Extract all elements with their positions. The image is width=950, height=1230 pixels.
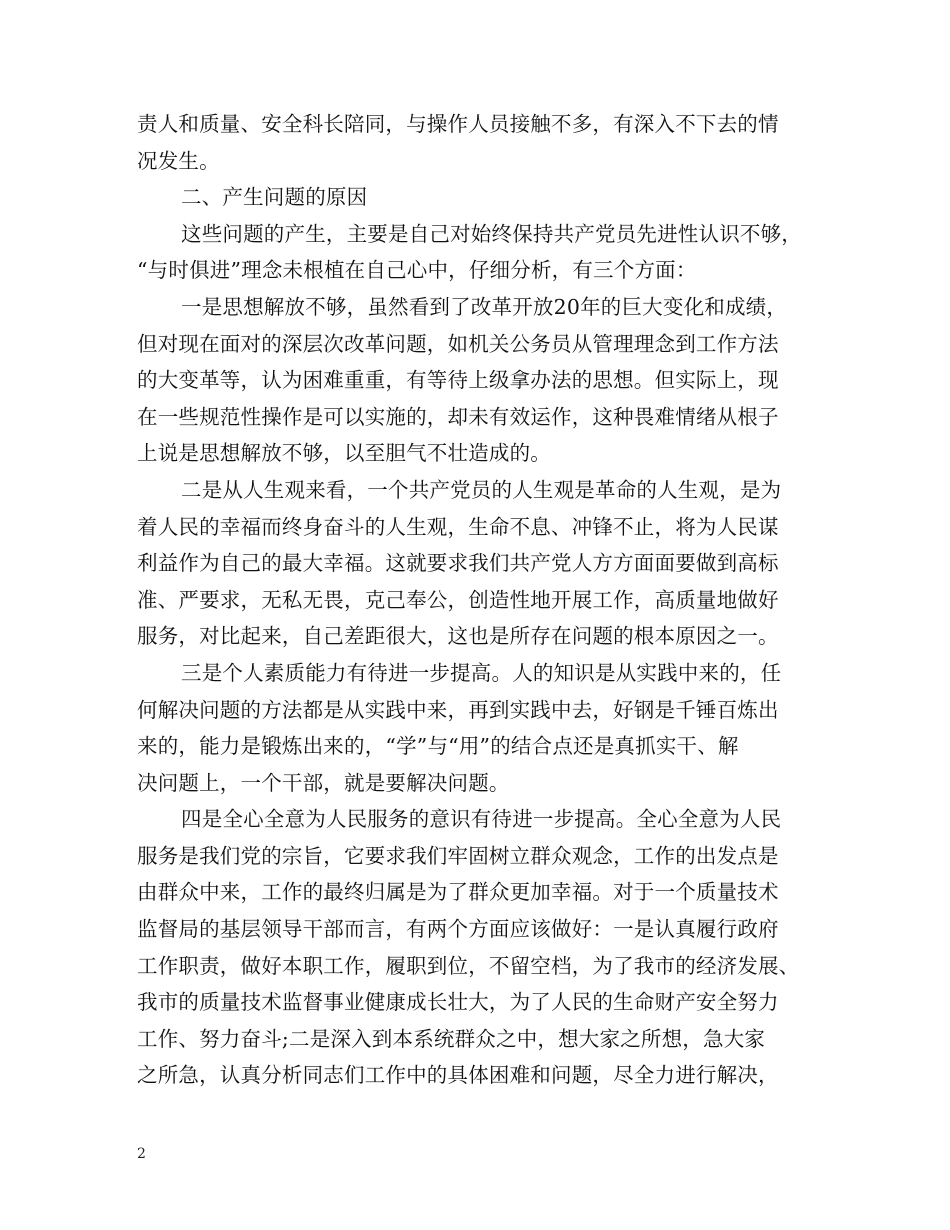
- text-line: 这些问题的产生，主要是自己对始终保持共产党员先进性认识不够，: [181, 221, 802, 246]
- text-line: 但对现在面对的深层次改革问题，如机关公务员从管理理念到工作方法: [137, 331, 779, 356]
- text-line: 在一些规范性操作是可以实施的，却未有效运作，这种畏难情绪从根子: [137, 404, 779, 429]
- text-line: 着人民的幸福而终身奋斗的人生观，生命不息、冲锋不止，将为人民谋: [137, 514, 779, 539]
- text-line: 责人和质量、安全科长陪同，与操作人员接触不多，有深入不下去的情: [137, 112, 779, 136]
- text-line: 四是全心全意为人民服务的意识有待进一步提高。全心全意为人民: [181, 807, 782, 832]
- text-line: 服务，对比起来，自己差距很大，这也是所存在问题的根本原因之一。: [137, 624, 779, 649]
- text-line: 二是从人生观来看，一个共产党员的人生观是革命的人生观，是为: [181, 477, 782, 502]
- text-line: 二、产生问题的原因: [181, 185, 368, 210]
- text-line: 监督局的基层领导干部而言，有两个方面应该做好：一是认真履行政府: [137, 917, 779, 942]
- text-line: 来的，能力是锻炼出来的，“学”与“用”的结合点还是真抓实干、解: [137, 734, 739, 759]
- text-line: “与时俱进”理念未根植在自己心中，仔细分析，有三个方面：: [137, 258, 697, 283]
- text-line: 工作职责，做好本职工作，履职到位，不留空档，为了我市的经济发展、: [137, 953, 800, 978]
- text-line: 准、严要求，无私无畏，克己奉公，创造性地开展工作，高质量地做好: [137, 587, 779, 612]
- text-line: 之所急，认真分析同志们工作中的具体困难和问题，尽全力进行解决，: [137, 1063, 779, 1088]
- page-number: 2: [137, 1146, 146, 1162]
- text-line: 服务是我们党的宗旨，它要求我们牢固树立群众观念，工作的出发点是: [137, 843, 779, 868]
- document-body: [137, 106, 817, 1094]
- text-line: 利益作为自己的最大幸福。这就要求我们共产党人方方面面要做到高标: [137, 551, 779, 576]
- text-line: 一是思想解放不够，虽然看到了改革开放20年的巨大变化和成绩，: [181, 294, 788, 319]
- text-line: 我市的质量技术监督事业健康成长壮大，为了人民的生命财产安全努力: [137, 990, 779, 1015]
- text-line: 何解决问题的方法都是从实践中来，再到实践中去，好钢是千锤百炼出: [137, 697, 779, 722]
- text-line: 上说是思想解放不够，以至胆气不壮造成的。: [137, 441, 551, 466]
- text-line: 的大变革等，认为困难重重，有等待上级拿办法的思想。但实际上，现: [137, 368, 779, 393]
- text-line: 决问题上，一个干部，就是要解决问题。: [137, 770, 510, 795]
- text-line: 工作、努力奋斗;二是深入到本系统群众之中，想大家之所想，急大家: [137, 1026, 766, 1051]
- text-line: 三是个人素质能力有待进一步提高。人的知识是从实践中来的，任: [181, 660, 782, 685]
- text-line: 由群众中来，工作的最终归属是为了群众更加幸福。对于一个质量技术: [137, 880, 779, 905]
- text-line: 况发生。: [137, 148, 220, 173]
